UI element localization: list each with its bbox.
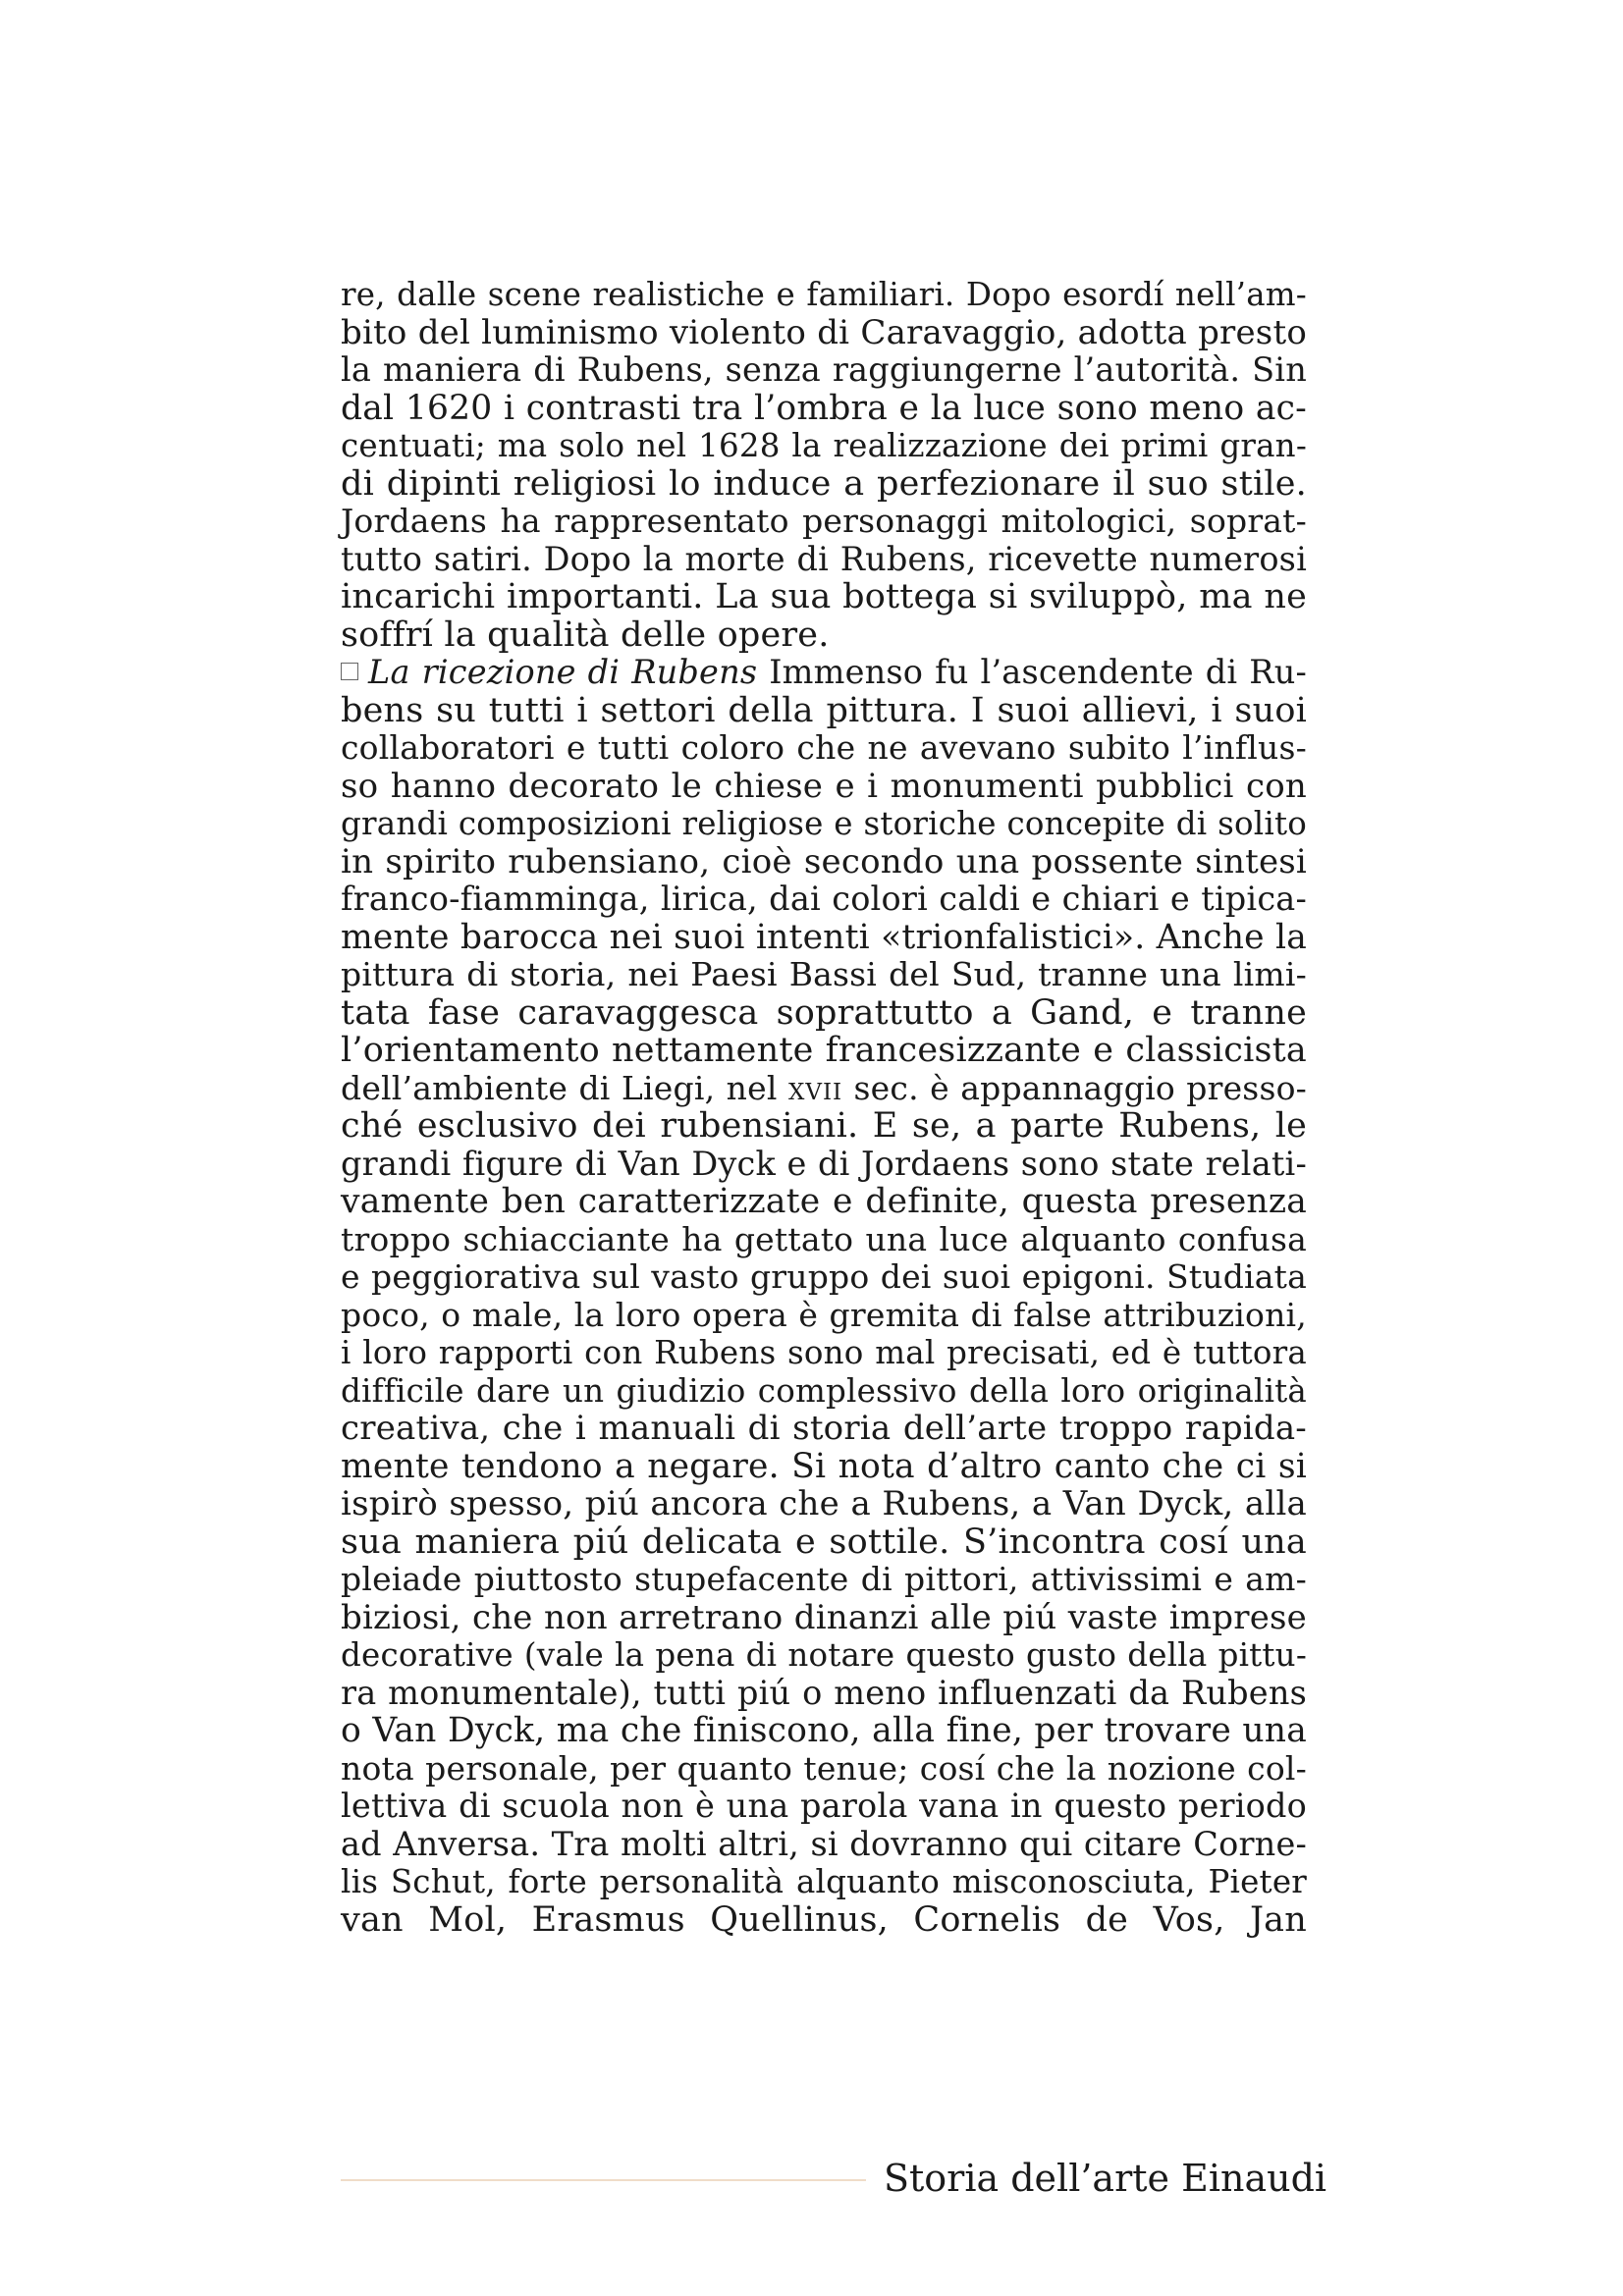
text-line: so hanno decorato le chiese e i monumenti pubblici con (341, 766, 1307, 806)
text-line: pittura di storia, nei Paesi Bassi del Sud, tranne una limi- (341, 955, 1307, 993)
text-line: bito del luminismo violento di Caravaggio, adotta presto (341, 312, 1307, 352)
text-line: lis Schut, forte personalità alquanto misconosciuta, Pieter (341, 1863, 1307, 1900)
century-line (341, 1070, 1307, 1108)
text-line: grandi figure di Van Dyck e di Jordaens sono state relati- (341, 1144, 1307, 1183)
text-line: nota personale, per quanto tenue; cosí che la nozione col- (341, 1748, 1307, 1788)
text-line: creativa, che i manuali di storia dell’arte troppo rapida- (341, 1409, 1307, 1448)
section-first-line (341, 654, 1307, 692)
text-line: vamente ben caratterizzate e definite, questa presenza (341, 1182, 1307, 1221)
text-line: van Mol, Erasmus Quellinus, Cornelis de Vos, Jan (341, 1899, 1307, 1940)
century-line-start: dell’ambiente di Liegi, nel (341, 1068, 788, 1107)
text-line: in spirito rubensiano, cioè secondo una possente sintesi (341, 841, 1307, 881)
text-line: ra monumentale), tutti piú o meno influenzati da Rubens (341, 1673, 1307, 1712)
body-text (341, 276, 1307, 1939)
text-line: tutto satiri. Dopo la morte di Rubens, ricevette numerosi (341, 539, 1307, 578)
text-line: biziosi, che non arretrano dinanzi alle piú vaste imprese (341, 1597, 1307, 1637)
text-line: ad Anversa. Tra molti altri, si dovranno qui citare Corne- (341, 1824, 1307, 1863)
text-line: re, dalle scene realistiche e familiari. Dopo esordí nell’am- (341, 276, 1307, 313)
text-line: Jordaens ha rappresentato personaggi mitologici, soprat- (341, 502, 1307, 540)
text-line: l’orientamento nettamente francesizzante e classicista (341, 1031, 1307, 1070)
text-line: soffrí la qualità delle opere. (341, 614, 830, 655)
text-line: decorative (vale la pena di notare questo gusto della pittu- (341, 1636, 1307, 1674)
text-line: collaboratori e tutti coloro che ne avevano subito l’influs- (341, 728, 1307, 767)
text-line: tata fase caravaggesca soprattutto a Gand, e tranne (341, 992, 1307, 1033)
text-line: difficile dare un giudizio complessivo della loro originalità (341, 1371, 1307, 1410)
century-numeral: xvii (787, 1068, 843, 1107)
section-first-line-text: Immenso fu l’ascendente di Ru- (757, 653, 1308, 691)
text-line: franco-fiamminga, lirica, dai colori caldi e chiari e tipica- (341, 880, 1307, 918)
text-line: bens su tutti i settori della pittura. I suoi allievi, i suoi (341, 690, 1307, 730)
footer-divider (341, 2179, 866, 2181)
text-line: grandi composizioni religiose e storiche concepite di solito (341, 805, 1307, 842)
text-line: la maniera di Rubens, senza raggiungerne l’autorità. Sin (341, 350, 1307, 389)
text-line: e peggiorativa sul vasto gruppo dei suoi epigoni. Studiata (341, 1257, 1307, 1296)
text-line: sua maniera piú delicata e sottile. S’incontra cosí una (341, 1522, 1307, 1562)
century-line-end: sec. è appannaggio presso- (842, 1068, 1307, 1107)
footer-publication-title: Storia dell’arte Einaudi (884, 2157, 1327, 2200)
text-line: dal 1620 i contrasti tra l’ombra e la luce sono meno ac- (341, 388, 1307, 428)
text-line: centuati; ma solo nel 1628 la realizzazione dei primi gran- (341, 427, 1307, 464)
text-line: ispirò spesso, piú ancora che a Rubens, a Van Dyck, alla (341, 1484, 1307, 1523)
section-marker-icon (341, 663, 358, 680)
text-line: o Van Dyck, ma che finiscono, alla fine, per trovare una (341, 1711, 1307, 1750)
text-line: poco, o male, la loro opera è gremita di false attribuzioni, (341, 1295, 1307, 1334)
text-line: i loro rapporti con Rubens sono mal precisati, ed è tuttora (341, 1334, 1307, 1371)
text-line: ché esclusivo dei rubensiani. E se, a parte Rubens, le (341, 1106, 1307, 1146)
text-line: mente barocca nei suoi intenti «trionfalistici». Anche la (341, 917, 1307, 957)
text-line: lettiva di scuola non è una parola vana in questo periodo (341, 1787, 1307, 1825)
text-line: pleiade piuttosto stupefacente di pittori, attivissimi e am- (341, 1560, 1307, 1598)
text-line: incarichi importanti. La sua bottega si sviluppò, ma ne (341, 577, 1307, 616)
text-line: troppo schiacciante ha gettato una luce alquanto confusa (341, 1219, 1307, 1258)
text-line: mente tendono a negare. Si nota d’altro canto che ci si (341, 1446, 1307, 1486)
section-heading: La ricezione di Rubens (368, 653, 758, 691)
text-line: di dipinti religiosi lo induce a perfezionare il suo stile. (341, 463, 1307, 504)
